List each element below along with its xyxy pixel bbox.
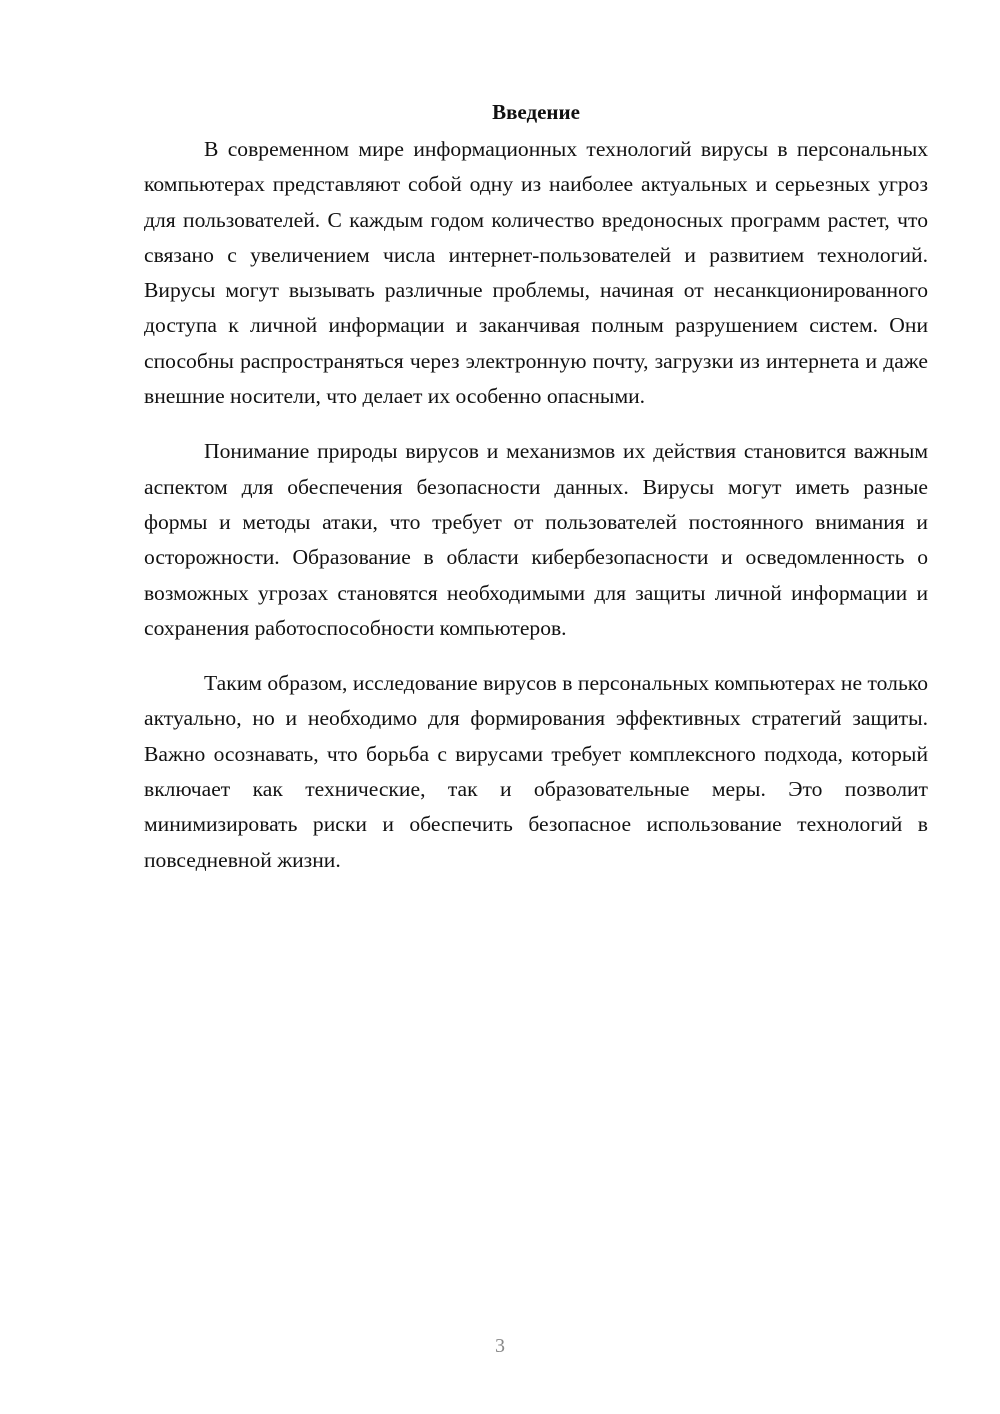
page-content: [144, 96, 928, 898]
section-heading: Введение: [492, 100, 580, 124]
paragraph-1: В современном мире информационных технологий вирусы в персональных компьютерах представляют собой одну из наиболее актуальных и серьезных угроз для пользователей. С каждым годом количество вредоносных программ растет, что связано с увеличением числа интернет-пользователей и развитием технологий. Вирусы могут вызывать различные проблемы, начиная от несанкционированного доступа к личной информации и заканчивая полным разрушением систем. Они способны распространяться через электронную почту, загрузки из интернета и даже внешние носители, что делает их особенно опасными.: [144, 137, 928, 409]
paragraph-3: Таким образом, исследование вирусов в персональных компьютерах не только актуально, но и необходимо для формирования эффективных стратегий защиты. Важно осознавать, что борьба с вирусами требует комплексного подхода, который включает как технические, так и образовательные меры. Это позволит минимизировать риски и обеспечить безопасное использование технологий в повседневной жизни.: [144, 671, 928, 872]
page-number: 3: [495, 1335, 505, 1357]
paragraph-2: Понимание природы вирусов и механизмов их действия становится важным аспектом для обеспечения безопасности данных. Вирусы могут иметь разные формы и методы атаки, что требует от пользователей постоянного внимания и осторожности. Образование в области кибербезопасности и осведомленность о возможных угрозах становятся необходимыми для защиты личной информации и сохранения работоспособности компьютеров.: [144, 439, 928, 640]
